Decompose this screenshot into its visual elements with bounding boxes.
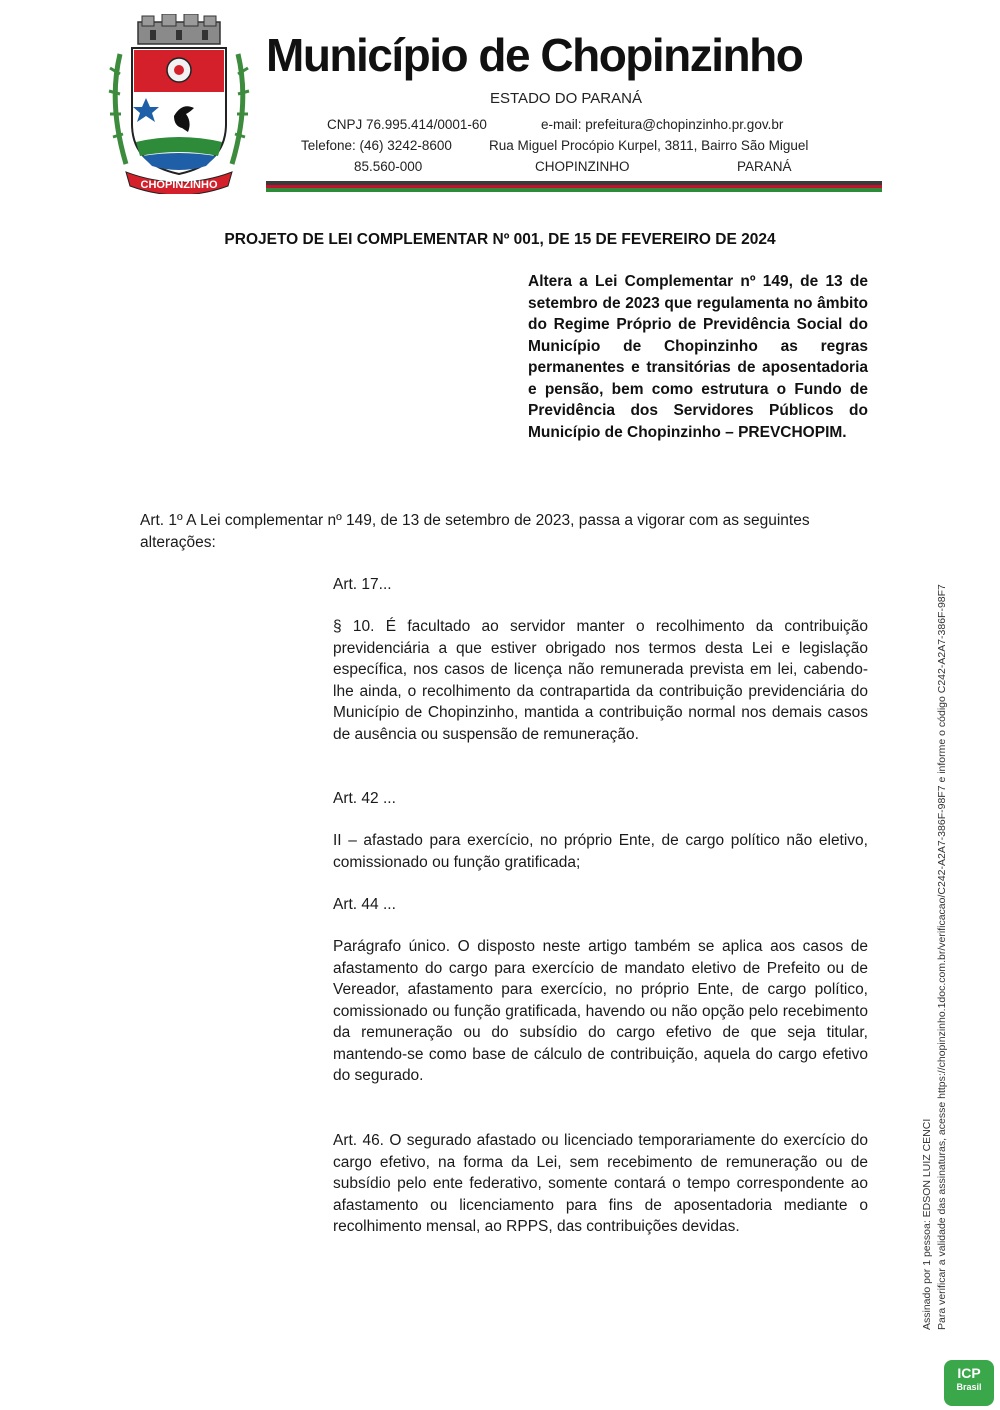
- state-name-text: PARANÁ: [737, 159, 792, 174]
- article-44-heading: Art. 44 ...: [333, 896, 396, 913]
- header-divider-green: [266, 188, 882, 192]
- city-text: CHOPINZINHO: [535, 159, 630, 174]
- cep-text: 85.560-000: [354, 159, 423, 174]
- signature-signer-line: Assinado por 1 pessoa: EDSON LUIZ CENCI: [921, 1118, 933, 1330]
- municipality-title: Município de Chopinzinho: [266, 29, 803, 81]
- icp-logo-line1: ICP: [957, 1365, 981, 1381]
- paragraph-10: § 10. É facultado ao servidor manter o recolhimento da contribuição previdenciária a que estiver obrigado nos termos desta Lei e legislação específica, nos casos de licença não remunerada prevista em lei, cabendo-lhe ainda, o recolhimento da contrapartida da contribuição previdenciária do Município de Chopinzinho, mantida a contribuição normal nos demais casos de ausência ou suspensão de remuneração.: [333, 618, 868, 743]
- article-42-heading: Art. 42 ...: [333, 790, 396, 807]
- ementa-paragraph: Altera a Lei Complementar nº 149, de 13 de setembro de 2023 que regulamenta no âmbito do Regime Próprio de Previdência Social do Município de Chopinzinho as regras permanentes e transitórias de aposentadoria e pensão, bem como estrutura o Fundo de Previdência dos Servidores Públicos do Município de Chopinzinho – PREVCHOPIM.: [528, 273, 868, 441]
- cnpj-text: CNPJ 76.995.414/0001-60: [327, 117, 487, 132]
- inciso-ii: II – afastado para exercício, no próprio Ente, de cargo político não eletivo, comissionado ou função gratificada;: [333, 832, 868, 871]
- signature-verify-link[interactable]: Para verificar a validade das assinaturas, acesse https://chopinzinho.1doc.com.br/verificacao/C242-A2A7-386F-98F7 e informe o código C242-A2A7-386F-98F7: [936, 584, 948, 1330]
- municipal-crest-logo: [106, 14, 252, 194]
- icp-brasil-logo: [944, 1360, 994, 1406]
- article-1: Art. 1º A Lei complementar nº 149, de 13 de setembro de 2023, passa a vigorar com as seguintes alterações:: [140, 512, 810, 551]
- signature-verification-strip: [920, 330, 970, 1330]
- crest-banner-text: CHOPINZINHO: [140, 179, 218, 191]
- document-title: PROJETO DE LEI COMPLEMENTAR Nº 001, DE 15 DE FEVEREIRO DE 2024: [224, 231, 776, 248]
- address-text: Rua Miguel Procópio Kurpel, 3811, Bairro São Miguel: [489, 138, 809, 153]
- email-text: e-mail: prefeitura@chopinzinho.pr.gov.br: [541, 117, 784, 132]
- paragrafo-unico: Parágrafo único. O disposto neste artigo também se aplica aos casos de afastamento do cargo para exercício de mandato eletivo de Prefeito ou de Vereador, afastamento para exercício, no próprio Ente, de cargo político, comissionado ou função gratificada, havendo ou não opção pelo recebimento da remuneração ou do subsídio do cargo efetivo de que seja titular, mantendo-se como base de cálculo de contribuição, aquela do cargo efetivo do segurado.: [333, 938, 868, 1084]
- article-17-heading: Art. 17...: [333, 576, 392, 593]
- state-subtitle: ESTADO DO PARANÁ: [490, 90, 642, 107]
- icp-logo-line2: Brasil: [956, 1382, 982, 1392]
- phone-text: Telefone: (46) 3242-8600: [301, 138, 452, 153]
- article-46: Art. 46. O segurado afastado ou licenciado temporariamente do exercício do cargo efetivo, na forma da Lei, sem recebimento de remuneração ou de subsídio pelo ente federativo, somente contará o tempo correspondente ao afastamento ou licenciamento para fins de aposentadoria mediante o recolhimento mensal, ao RPPS, das contribuições devidas.: [333, 1132, 868, 1235]
